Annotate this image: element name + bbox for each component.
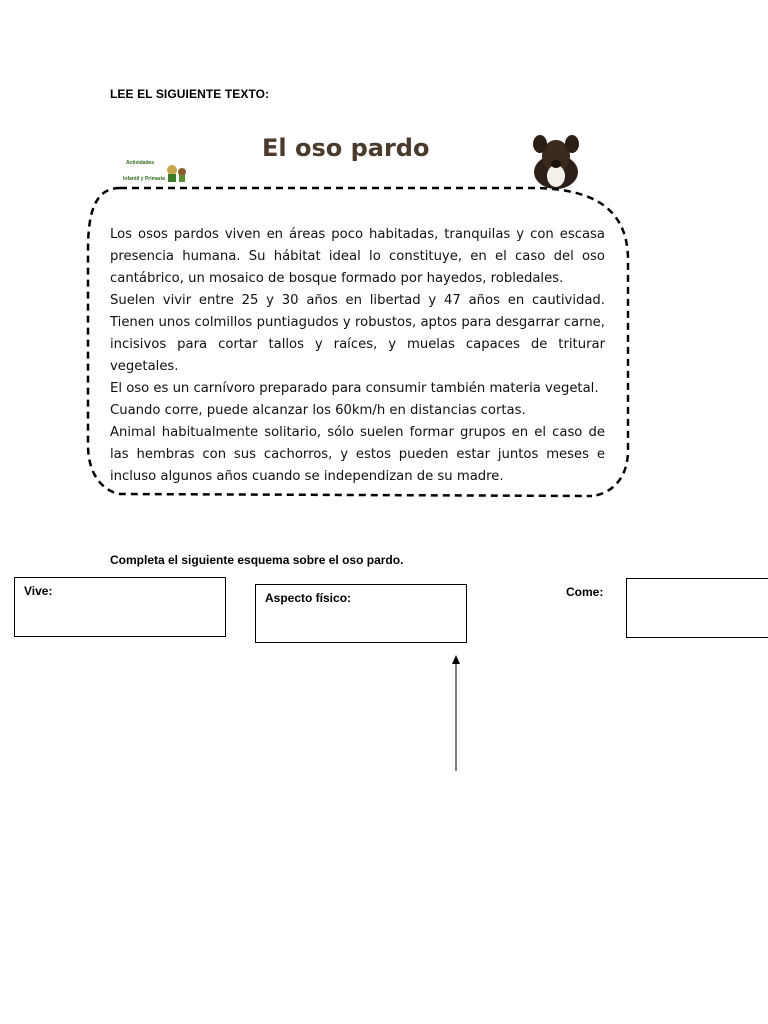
vive-box[interactable] — [14, 577, 226, 637]
come-box[interactable] — [626, 578, 768, 638]
instructions-heading: LEE EL SIGUIENTE TEXTO: — [110, 87, 270, 101]
vive-label: Vive: — [24, 584, 53, 598]
logo-text-top: Actividades — [126, 160, 155, 166]
reading-passage — [110, 224, 605, 488]
passage-paragraph-diet: El oso es un carnívoro preparado para consumir también materia vegetal. — [110, 381, 599, 396]
card-title: El oso pardo — [262, 134, 430, 162]
arrow-up-icon — [446, 655, 466, 775]
scheme-instruction: Completa el siguiente esquema sobre el oso pardo. — [110, 553, 404, 567]
passage-paragraph-lifespan: Suelen vivir entre 25 y 30 años en libertad y 47 años en cautividad. Tienen unos colmillos puntiagudos y robustos, aptos para desgarrar carne, incisivos para cortar tallos y raíces, y muelas capaces de triturar vegetales. — [110, 293, 605, 374]
passage-paragraph-speed: Cuando corre, puede alcanzar los 60km/h en distancias cortas. — [110, 403, 526, 418]
come-label: Come: — [566, 585, 604, 599]
aspecto-fisico-label: Aspecto físico: — [265, 591, 352, 605]
passage-paragraph-behavior: Animal habitualmente solitario, sólo suelen formar grupos en el caso de las hembras con sus cachorros, y estos pueden estar juntos meses e incluso algunos años cuando se independizan de su madre. — [110, 425, 605, 484]
aspecto-fisico-box[interactable] — [255, 584, 467, 643]
logo-text-bottom: Infantil y Primaria — [123, 176, 165, 182]
passage-paragraph-habitat: Los osos pardos viven en áreas poco habitadas, tranquilas y con escasa presencia humana. Su hábitat ideal lo constituye, en el caso del oso cantábrico, un mosaico de bosque formado por hayedos, robledales. — [110, 227, 605, 286]
